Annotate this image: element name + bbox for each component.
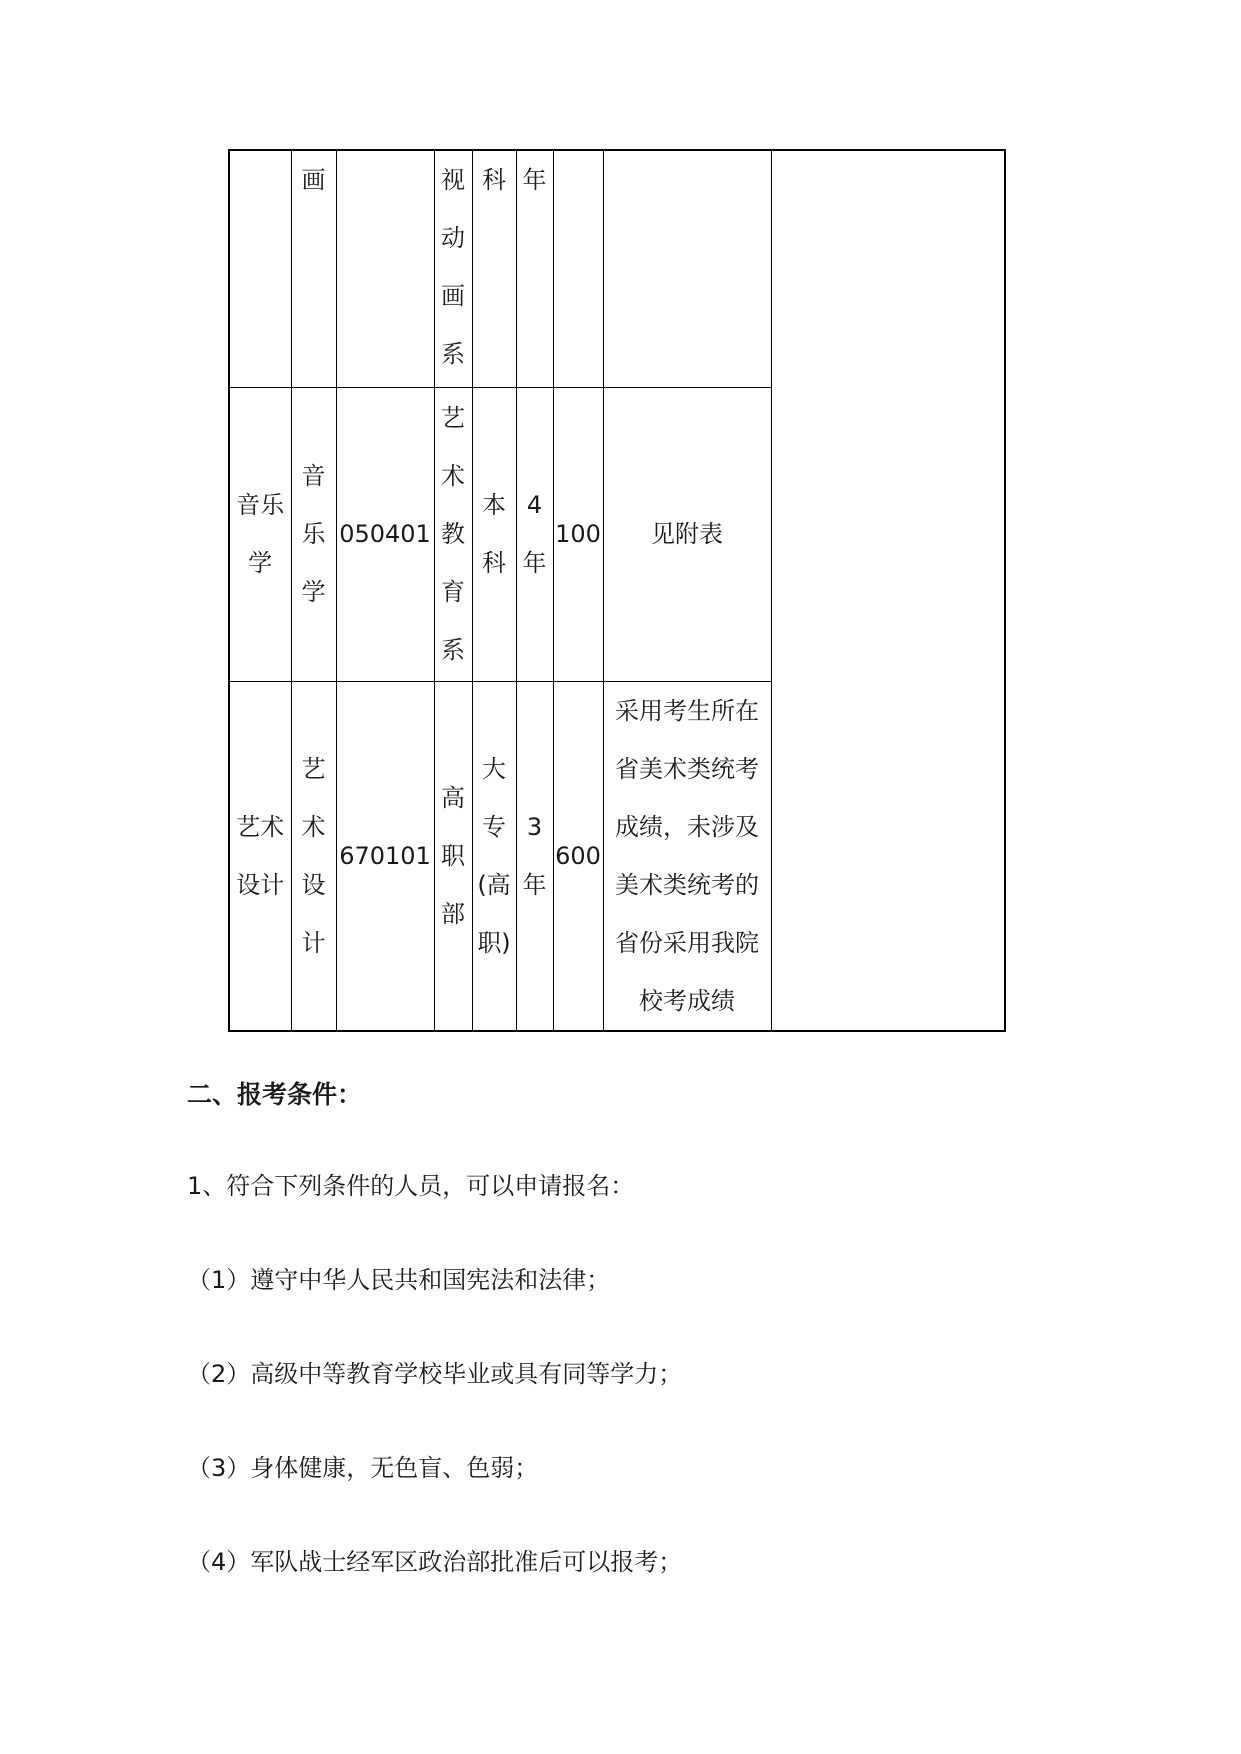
condition-item: （2）高级中等教育学校毕业或具有同等学力； — [187, 1360, 683, 1388]
cell-extra — [771, 150, 1005, 1031]
cell-department: 艺术教育系 — [434, 387, 472, 681]
cell-level: 科 — [472, 150, 516, 387]
cell-level: 大专(高职) — [472, 681, 516, 1031]
cell-code: 050401 — [336, 387, 434, 681]
cell-code — [336, 150, 434, 387]
cell-quota — [553, 150, 603, 387]
condition-item: （4）军队战士经军区政治部批准后可以报考； — [187, 1548, 683, 1576]
cell-major: 艺术设计 — [229, 681, 291, 1031]
cell-direction: 画 — [291, 150, 336, 387]
cell-direction: 艺术设计 — [291, 681, 336, 1031]
cell-duration: 4年 — [516, 387, 553, 681]
cell-quota: 100 — [553, 387, 603, 681]
cell-major — [229, 150, 291, 387]
condition-item: （1）遵守中华人民共和国宪法和法律； — [187, 1266, 611, 1294]
cell-remarks: 见附表 — [603, 387, 771, 681]
section-heading: 二、报考条件： — [187, 1080, 363, 1109]
cell-quota: 600 — [553, 681, 603, 1031]
cell-department: 高职部 — [434, 681, 472, 1031]
enrollment-table — [228, 149, 1006, 1032]
table-row — [229, 150, 1005, 387]
cell-code: 670101 — [336, 681, 434, 1031]
condition-item: （3）身体健康，无色盲、色弱； — [187, 1454, 539, 1482]
cell-department: 视动画系 — [434, 150, 472, 387]
cell-duration: 3年 — [516, 681, 553, 1031]
cell-remarks — [603, 150, 771, 387]
cell-level: 本科 — [472, 387, 516, 681]
cell-direction: 音乐学 — [291, 387, 336, 681]
cell-remarks: 采用考生所在省美术类统考成绩，未涉及美术类统考的省份采用我院校考成绩 — [603, 681, 771, 1031]
cell-duration: 年 — [516, 150, 553, 387]
intro-paragraph: 1、符合下列条件的人员，可以申请报名： — [187, 1172, 635, 1200]
cell-major: 音乐学 — [229, 387, 291, 681]
